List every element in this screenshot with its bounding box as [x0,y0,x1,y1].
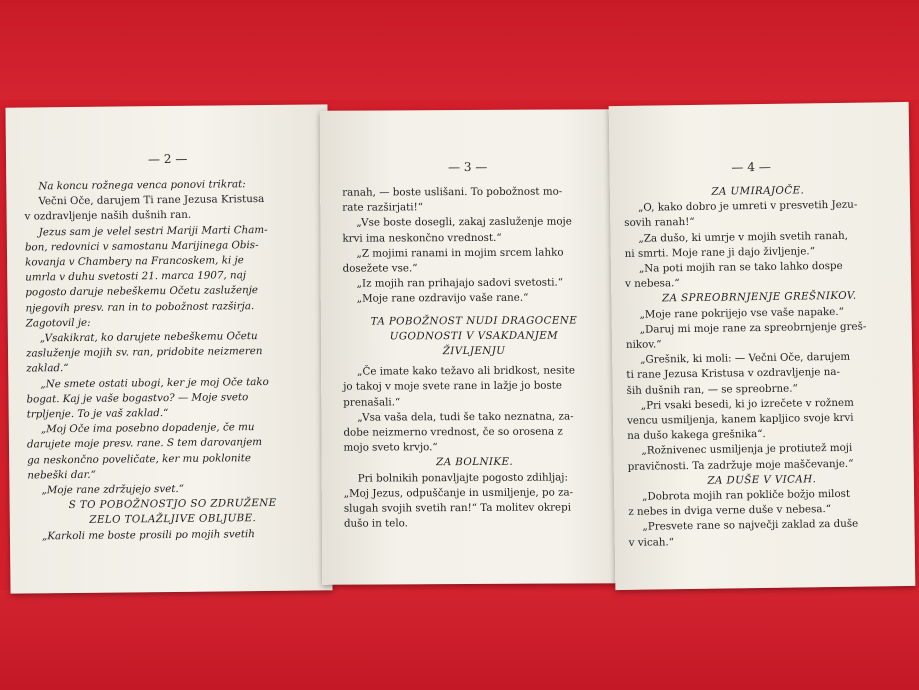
page-4-text [624,182,897,551]
section-heading: ZA SPREOBRNJENJE GREŠNIKOV. [661,290,857,305]
section-heading: ŽIVLJENJU [442,344,506,358]
text-line: pogosto daruje nebeškemu Očetu zasluženje [25,284,259,299]
text-line: „Če imate kako težavo ali bridkost, nesite [357,364,575,378]
text-line: ni smrti. Moje rane ji dajo življenje.“ [624,245,815,260]
section-heading: ZA UMIRAJOČE. [711,184,805,198]
text-line: „Grešnik, ki moli: — Večni Oče, darujem [640,351,851,366]
text-line: krvi ima neskončno vrednost.“ [342,231,502,245]
text-line: Na koncu rožnega venca ponovi trikrat: [38,178,246,193]
text-line: „Daruj mi moje rane za spreobrnjenje greš- [639,320,867,336]
text-line: v nebesa.“ [625,277,680,291]
text-line: „Pri vsaki besedi, ki jo izrečete v rožnem [640,396,854,412]
text-line: „Vse boste dosegli, zakaj zasluženje moje [356,215,572,230]
text-line: umrla v duhu svetosti 21. marca 1907, naj [25,269,247,284]
text-line: jo takoj v moje svete rane in lažje jo boste [343,379,563,394]
text-line: rate razširjati!“ [342,201,424,214]
text-line: mojo sveto krvjo.“ [343,441,438,454]
text-line: ranah, — boste uslišani. To pobožnost mo- [342,185,563,199]
text-line: v ozdravljenje naših dušnih ran. [24,209,192,223]
text-line: nikov.“ [625,338,662,351]
text-line: nebeški dar.“ [27,468,96,482]
page-3-panel [320,109,622,585]
text-line: v vicah.“ [628,535,675,549]
page-2-panel [5,104,332,593]
text-line: Jezus sam je velel sestri Mariji Marti Cham- [38,223,268,238]
background-bottom [0,590,919,690]
page-number: — 3 — [448,159,488,175]
section-heading: ZELO TOLAŽLJIVE OBLJUBE. [89,512,257,527]
background-top [0,0,919,100]
text-line: „Dobrota mojih ran pokliče božjo milost [642,487,851,503]
text-line: prenašali.“ [343,396,401,409]
text-line: njegovih presv. ran in to pobožnost razširja. [25,299,255,315]
text-line: „O, kako dobro je umreti v presvetih Jezu- [637,198,858,214]
text-line: „Za dušo, ki umrje v mojih svetih ranah, [638,229,849,245]
text-line: zasluženje mojih sv. ran, pridobite neizmeren [25,345,263,360]
text-line: Večni Oče, darujem Ti rane Jezusa Kristusa [38,193,265,208]
text-line: vencu usmiljenja, kanem kapljico svoje krvi [626,411,854,427]
text-line: z nebes in dviga verne duše v nebesa.“ [628,503,832,519]
section-heading: TA POBOŽNOST NUDI DRAGOCENE [370,314,578,328]
text-line: „Iz mojih ran prihajajo sadovi svetosti.“ [356,276,564,290]
section-heading: S TO POBOŽNOSTJO SO ZDRUŽENE [68,497,277,512]
page-number: — 4 — [731,159,771,175]
text-line: „Moj Oče ima posebno dopadenje, če mu [40,421,255,436]
section-heading: UGODNOSTI V VSAKDANJEM [389,329,559,343]
text-line: „Moj Jezus, odpuščanje in usmiljenje, po za- [343,486,574,500]
text-line: ših dušnih ran, — se spreobrne.“ [626,382,798,397]
text-line: slugah svojih svetih ran!“ Ta molitev okrepi [343,501,571,515]
text-line: „Vsakikrat, ko darujete nebeškemu Očetu [39,330,258,345]
text-line: trpljenje. To je vaš zaklad.“ [26,407,169,421]
page-3-text [342,184,606,532]
section-heading: ZA BOLNIKE. [436,456,514,469]
text-line: „Vsa vaša dela, tudi še tako neznatna, za- [357,410,574,424]
text-line: „Karkoli me boste prosili po mojih svetih [41,527,255,543]
text-line: dušo in telo. [343,517,408,530]
text-line: sovih ranah!“ [624,216,695,230]
page-2-text [24,176,318,544]
page-4-panel [609,102,916,590]
text-line: bogat. Kaj je vaše bogastvo? — Moje sveto [26,391,249,406]
text-line: dosežete vse.“ [342,262,418,275]
text-line: „Rožnivenec usmiljenja je protiutež moji [641,442,853,458]
text-line: pravičnosti. Ta zadržuje moje maščevanje.“ [627,457,854,473]
text-line: na dušo kakega grešnika“. [627,428,766,443]
text-line: darujete moje presv. rane. S tem darovanjem [26,436,263,451]
text-line: „Presvete rane so največji zaklad za duše [642,518,859,534]
text-line: „Z mojimi ranami in mojim srcem lahko [356,246,564,260]
text-line: ga neskončno poveličate, ker mu poklonite [27,451,252,467]
text-line: „Ne smete ostati ubogi, ker je moj Oče tako [40,375,269,390]
text-line: kovanja v Chambery na Francoskem, ki je [25,254,244,269]
text-line: „Moje rane ozdravijo vaše rane.“ [356,292,529,306]
text-line: dobe neizmerno vrednost, če so orosena z [343,425,563,439]
text-line: Zagotovil je: [25,316,91,330]
section-heading: ZA DUŠE V VICAH. [707,473,817,487]
text-line: bon, redovnici v samostanu Marijinega Obis- [24,238,259,254]
text-line: zaklad.“ [26,362,69,375]
text-line: Pri bolnikih ponavljajte pogosto zdihljaj: [357,471,568,485]
text-line: ti rane Jezusa Kristusa v ozdravljenje na- [626,366,841,382]
text-line: „Moje rane zdržujejo svet.“ [41,482,185,497]
text-line: „Moje rane pokrijejo vse vaše napake.“ [639,305,844,321]
text-line: „Na poti mojih ran se tako lahko dospe [638,259,843,275]
page-number: — 2 — [147,151,188,167]
